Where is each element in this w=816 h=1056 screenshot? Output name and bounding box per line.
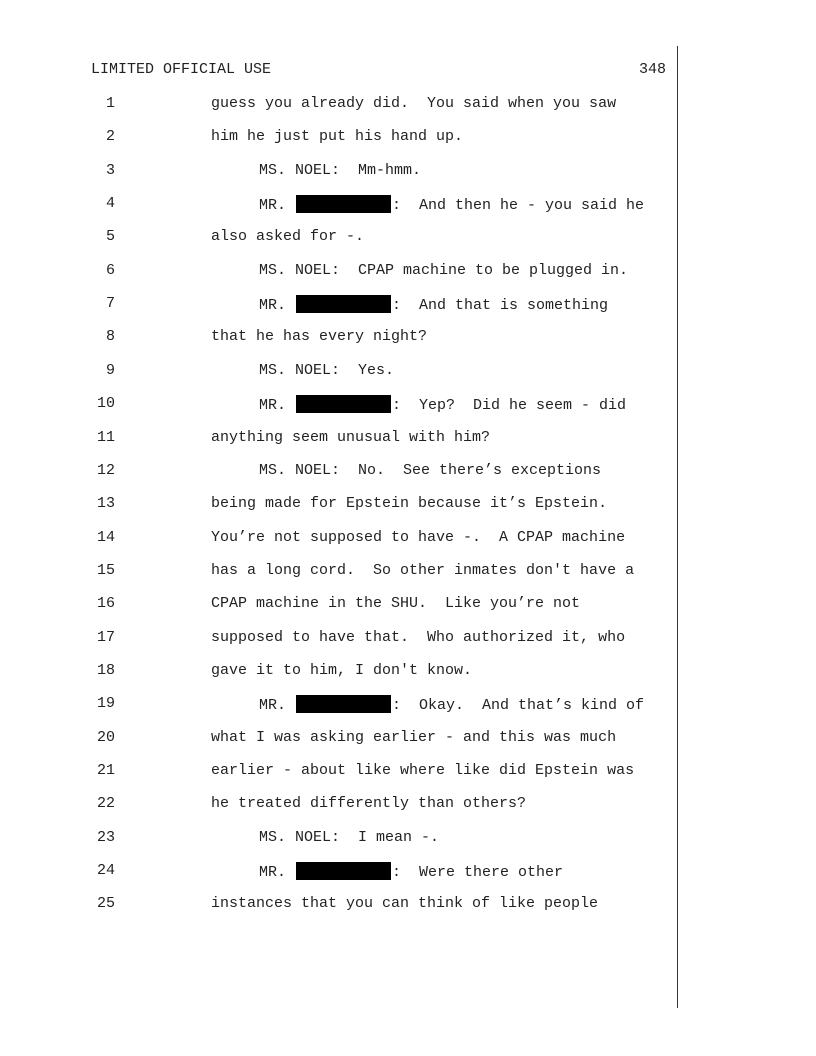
line-text: also asked for -. (211, 228, 365, 245)
line-text: MS. NOEL: No. See there’s exceptions (259, 462, 602, 479)
line-number: 6 (105, 262, 115, 279)
speaker-prefix: MR. (259, 297, 296, 314)
speaker-prefix: MR. (259, 397, 296, 414)
transcript-line (0, 328, 816, 348)
transcript-line (0, 395, 816, 415)
transcript-line (0, 662, 816, 682)
line-number: 15 (96, 562, 115, 579)
speaker-statement: : And then he - you said he (392, 197, 645, 214)
transcript-line (0, 462, 816, 482)
line-text (259, 695, 644, 714)
transcript-line (0, 595, 816, 615)
line-number: 3 (105, 162, 115, 179)
transcript-line (0, 729, 816, 749)
redaction-block (296, 862, 391, 880)
line-text: MS. NOEL: CPAP machine to be plugged in. (259, 262, 629, 279)
line-number: 14 (96, 529, 115, 546)
line-number: 24 (96, 862, 115, 879)
transcript-line (0, 228, 816, 248)
line-text (259, 295, 608, 314)
line-text: guess you already did. You said when you saw (211, 95, 617, 112)
line-number: 19 (96, 695, 115, 712)
line-text: earlier - about like where like did Epstein was (211, 762, 635, 779)
line-text: CPAP machine in the SHU. Like you’re not (211, 595, 581, 612)
speaker-prefix: MR. (259, 864, 296, 881)
line-number: 9 (105, 362, 115, 379)
transcript-line (0, 95, 816, 115)
transcript-line (0, 128, 816, 148)
line-text: instances that you can think of like people (211, 895, 599, 912)
line-number: 22 (96, 795, 115, 812)
line-number: 16 (96, 595, 115, 612)
transcript-line (0, 295, 816, 315)
transcript-line (0, 629, 816, 649)
line-number: 20 (96, 729, 115, 746)
speaker-statement: : Were there other (392, 864, 564, 881)
speaker-prefix: MR. (259, 197, 296, 214)
line-number: 5 (105, 228, 115, 245)
redaction-block (296, 295, 391, 313)
line-number: 25 (96, 895, 115, 912)
line-text: that he has every night? (211, 328, 428, 345)
line-text (259, 195, 644, 214)
line-text: what I was asking earlier - and this was much (211, 729, 617, 746)
page-number: 348 (638, 61, 666, 78)
speaker-statement: : And that is something (392, 297, 609, 314)
speaker-statement: : Yep? Did he seem - did (392, 397, 627, 414)
line-text: he treated differently than others? (211, 795, 527, 812)
line-number: 12 (96, 462, 115, 479)
transcript-line (0, 562, 816, 582)
line-text: MS. NOEL: Yes. (259, 362, 395, 379)
transcript-line (0, 695, 816, 715)
line-text (259, 862, 563, 881)
redaction-block (296, 695, 391, 713)
line-number: 11 (96, 429, 115, 446)
line-number: 13 (96, 495, 115, 512)
redaction-block (296, 195, 391, 213)
line-text: MS. NOEL: I mean -. (259, 829, 440, 846)
transcript-line (0, 762, 816, 782)
line-number: 17 (96, 629, 115, 646)
line-number: 23 (96, 829, 115, 846)
line-number: 4 (105, 195, 115, 212)
line-text: anything seem unusual with him? (211, 429, 491, 446)
redaction-block (296, 395, 391, 413)
transcript-line (0, 795, 816, 815)
line-text: MS. NOEL: Mm-hmm. (259, 162, 422, 179)
transcript-line (0, 362, 816, 382)
line-text: supposed to have that. Who authorized it, who (211, 629, 626, 646)
transcript-line (0, 862, 816, 882)
transcript-line (0, 495, 816, 515)
line-text: him he just put his hand up. (211, 128, 464, 145)
transcript-line (0, 529, 816, 549)
line-number: 21 (96, 762, 115, 779)
line-number: 2 (105, 128, 115, 145)
line-number: 7 (105, 295, 115, 312)
transcript-line (0, 195, 816, 215)
line-number: 18 (96, 662, 115, 679)
classification-header: LIMITED OFFICIAL USE (91, 61, 272, 78)
transcript-line (0, 829, 816, 849)
speaker-prefix: MR. (259, 697, 296, 714)
line-text: has a long cord. So other inmates don't have a (211, 562, 635, 579)
line-text: gave it to him, I don't know. (211, 662, 473, 679)
line-number: 10 (96, 395, 115, 412)
transcript-line (0, 429, 816, 449)
line-number: 8 (105, 328, 115, 345)
line-text: You’re not supposed to have -. A CPAP machine (211, 529, 626, 546)
transcript-line (0, 162, 816, 182)
line-text (259, 395, 626, 414)
line-text: being made for Epstein because it’s Epstein. (211, 495, 608, 512)
transcript-line (0, 262, 816, 282)
line-number: 1 (105, 95, 115, 112)
speaker-statement: : Okay. And that’s kind of (392, 697, 645, 714)
transcript-line (0, 895, 816, 915)
